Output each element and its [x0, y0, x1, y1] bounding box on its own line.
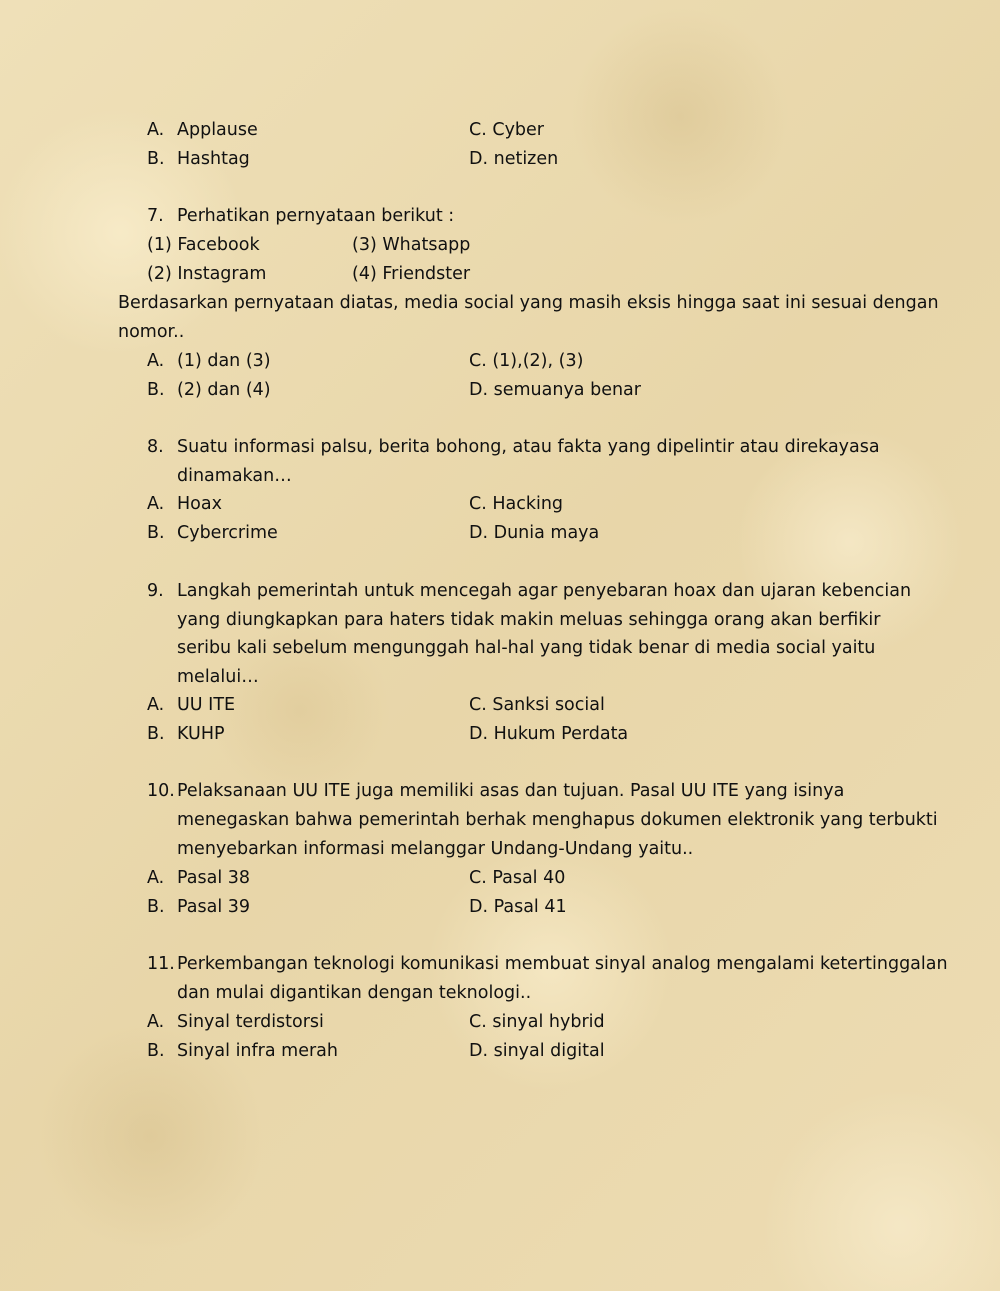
option-letter: A.	[147, 351, 165, 371]
statement-item: (3) Whatsapp	[352, 235, 471, 255]
question-text: melalui…	[177, 667, 259, 687]
question-text: Perhatikan pernyataan berikut :	[177, 206, 455, 226]
question-text: yang diungkapkan para haters tidak makin meluas sehingga orang akan berfikir	[177, 610, 881, 630]
question-text: Berdasarkan pernyataan diatas, media social yang masih eksis hingga saat ini sesuai dengan	[118, 293, 939, 313]
option-letter: A.	[147, 120, 165, 140]
option-c: C. Pasal 40	[469, 868, 566, 888]
option-letter: A.	[147, 868, 165, 888]
option-c: C. (1),(2), (3)	[469, 351, 584, 371]
option-a: (1) dan (3)	[177, 351, 271, 371]
option-letter: B.	[147, 1041, 165, 1061]
option-d: D. sinyal digital	[469, 1041, 605, 1061]
question-text: Perkembangan teknologi komunikasi membuat sinyal analog mengalami ketertinggalan	[177, 954, 948, 974]
option-b: Cybercrime	[177, 523, 278, 543]
option-d: D. Pasal 41	[469, 897, 567, 917]
question-text: menyebarkan informasi melanggar Undang-Undang yaitu..	[177, 839, 694, 859]
option-letter: B.	[147, 523, 165, 543]
option-b: (2) dan (4)	[177, 380, 271, 400]
question-text: seribu kali sebelum mengunggah hal-hal yang tidak benar di media social yaitu	[177, 638, 876, 658]
statement-item: (1) Facebook	[147, 235, 260, 255]
option-c: C. sinyal hybrid	[469, 1012, 605, 1032]
option-d: D. Dunia maya	[469, 523, 600, 543]
option-a: Pasal 38	[177, 868, 251, 888]
question-number: 11.	[147, 954, 175, 974]
option-a: Hoax	[177, 494, 222, 514]
question-number: 9.	[147, 581, 164, 601]
statement-item: (2) Instagram	[147, 264, 267, 284]
option-b: Hashtag	[177, 149, 250, 169]
option-b: Pasal 39	[177, 897, 251, 917]
question-text: dan mulai digantikan dengan teknologi..	[177, 983, 532, 1003]
question-text: Pelaksanaan UU ITE juga memiliki asas dan tujuan. Pasal UU ITE yang isinya	[177, 781, 845, 801]
question-text: nomor..	[118, 322, 185, 342]
option-c: C. Hacking	[469, 494, 564, 514]
option-b: Sinyal infra merah	[177, 1041, 338, 1061]
option-letter: B.	[147, 380, 165, 400]
option-d: D. Hukum Perdata	[469, 724, 629, 744]
option-letter: A.	[147, 1012, 165, 1032]
option-a: Sinyal terdistorsi	[177, 1012, 324, 1032]
question-text: Langkah pemerintah untuk mencegah agar penyebaran hoax dan ujaran kebencian	[177, 581, 912, 601]
question-number: 7.	[147, 206, 164, 226]
option-d: D. netizen	[469, 149, 559, 169]
option-d: D. semuanya benar	[469, 380, 641, 400]
question-text: menegaskan bahwa pemerintah berhak menghapus dokumen elektronik yang terbukti	[177, 810, 938, 830]
option-b: KUHP	[177, 724, 225, 744]
option-letter: B.	[147, 149, 165, 169]
option-c: C. Cyber	[469, 120, 544, 140]
statement-item: (4) Friendster	[352, 264, 471, 284]
option-letter: B.	[147, 724, 165, 744]
question-number: 10.	[147, 781, 175, 801]
option-a: UU ITE	[177, 695, 236, 715]
question-number: 8.	[147, 437, 164, 457]
question-text: dinamakan…	[177, 466, 292, 486]
option-letter: A.	[147, 695, 165, 715]
option-letter: B.	[147, 897, 165, 917]
option-letter: A.	[147, 494, 165, 514]
option-c: C. Sanksi social	[469, 695, 605, 715]
question-text: Suatu informasi palsu, berita bohong, atau fakta yang dipelintir atau direkayasa	[177, 437, 880, 457]
option-a: Applause	[177, 120, 258, 140]
